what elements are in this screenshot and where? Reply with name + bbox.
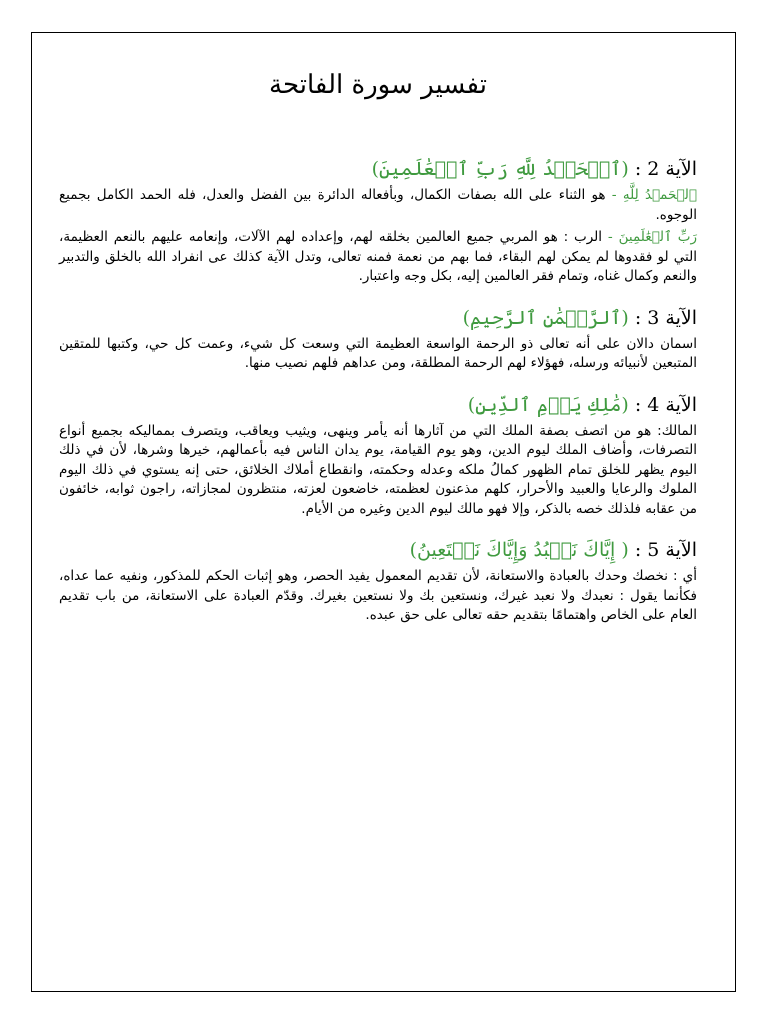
paragraph-text: أي : نخصك وحدك بالعبادة والاستعانة، لأن تقديم المعمول يفيد الحصر، وهو إثبات الحكم للمذكور، ونفيه عما عداه، فكأنما يقول : نعبدك ولا نعبد غيرك، ونستعين بك ولا نستعين بغيرك. وقدّم العبادة على الاستعانة، من باب تقديم العام على الخاص واهتمامًا بتقديم حقه تعالى على حق عبده. [59,568,697,623]
document-body [59,70,697,646]
section-ayah-2 [59,158,697,287]
paragraph [59,567,697,626]
paragraph-text: المالك: هو من اتصف بصفة الملك التي من آثارها أنه يأمر وينهى، ويثيب ويعاقب، ويتصرف بمماليكه بجميع أنواع التصرفات، وأضاف الملك ليوم الدين، وهو يوم القيامة، يوم يدان الناس فيه بأعمالهم، خيرها وشرها، لأن في ذلك اليوم يظهر للخلق تمام الظهور كمالُ ملكه وعدله وحكمته، وانقطاع أملاك الخلائق، حتى إنه يستوي في ذلك اليوم الملوك والرعايا والعبيد والأحرار، كلهم مذعنون لعظمته، خاضعون لعزته، منتظرون لمجازاته، راجون ثوابه، خائفون من عقابه فلذلك خصه بالذكر، وإلا فهو مالك ليوم الدين وغيره من الأيام. [59,422,697,517]
section-heading [59,394,697,416]
verse-text: (ٱلرَّحۡمَٰنِ ٱلرَّحِيمِ) [462,306,629,329]
section-ayah-3 [59,307,697,374]
ayah-label: الآية 4 : [628,393,697,416]
page-title: تفسير سورة الفاتحة [269,70,487,100]
section-heading [59,539,697,561]
paragraph [59,422,697,520]
verse-text: ( إِيَّاكَ نَعۡبُدُ وَإِيَّاكَ نَسۡتَعِينُ) [409,539,629,561]
section-ayah-4 [59,394,697,520]
ayah-label: الآية 5 : [628,539,697,561]
paragraph [59,228,697,287]
term: رَبِّ ٱلۡعَٰلَمِينَ - [607,229,697,245]
section-ayah-5 [59,539,697,626]
term: ٱلۡحَمۡدُ لِلَّهِ - [611,187,697,203]
paragraph-text: هو الثناء على الله بصفات الكمال، وبأفعاله الدائرة بين الفضل والعدل، فله الحمد الكامل بجميع الوجوه. [59,187,697,223]
paragraph-text: اسمان دالان على أنه تعالى ذو الرحمة الواسعة العظيمة التي وسعت كل شيء، وعمت كل حي، وكتبها للمتقين المتبعين لأنبيائه ورسله، فهؤلاء لهم الرحمة المطلقة، ومن عداهم فلهم نصيب منها. [59,335,697,371]
verse-text: (مَٰلِكِ يَوۡمِ ٱلدِّينِ) [467,393,629,416]
paragraph-text: الرب : هو المربي جميع العالمين بخلقه لهم، وإعداده لهم الآلات، وإنعامه عليهم بالنعم العظيمة، التي لو فقدوها لم يمكن لهم البقاء، فما بهم من نعمة فمنه تعالى، وتدل الآية كذلك عى انفراد الله بالخلق والتدبير والنعم وكمال غناه، وتمام فقر العالمين إليه، بكل وجه واعتبار. [59,229,697,284]
paragraph [59,335,697,374]
section-heading [59,307,697,329]
ayah-label: الآية 3 : [628,306,697,329]
verse-text: (ٱلۡحَمۡدُ لِلَّهِ رَبِّ ٱلۡعَٰلَمِينَ) [371,158,629,180]
section-heading [59,158,697,180]
ayah-label: الآية 2 : [628,158,697,180]
paragraph [59,186,697,225]
